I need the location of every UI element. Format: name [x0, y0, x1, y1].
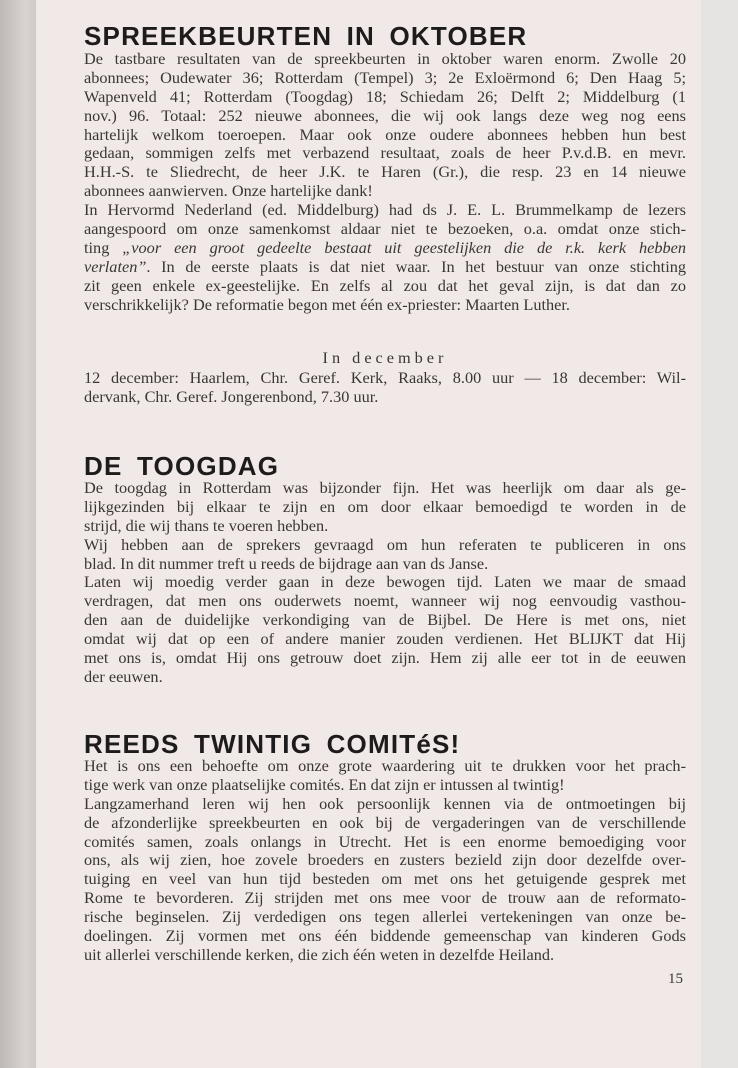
text-line: gedaan, sommigen zelfs met verbazend resultaat, zoals de heer P.v.d.B. en mevr.: [84, 144, 686, 163]
text-line: In Hervormd Nederland (ed. Middelburg) had ds J. E. L. Brummelkamp de lezers: [84, 201, 686, 220]
text-line: rische beginselen. Zij verdedigen ons tegen allerlei vertekeningen van onze be-: [84, 908, 686, 927]
text-line: tuiging en veel van hun tijd besteden om met ons het getuigende gesprek met: [84, 870, 686, 889]
text-line: nov.) 96. Totaal: 252 nieuwe abonnees, die wij ook langs deze weg nog eens: [84, 106, 686, 125]
december-schedule: [84, 369, 686, 407]
text-line: comités samen, zoals onlangs in Utrecht. Het is een enorme bemoediging voor: [84, 832, 686, 851]
section-toogdag-body: [84, 479, 686, 687]
section-spreekbeurten-body: [84, 50, 686, 314]
text-line: Rome te bevorderen. Zij strijden met ons mee voor de trouw aan de reformato-: [84, 889, 686, 908]
text-line: den aan de duidelijke verkondiging van de Bijbel. De Here is met ons, niet: [84, 611, 686, 630]
page-number: 15: [668, 971, 683, 987]
text-line: hartelijk welkom toeroepen. Maar ook onze oudere abonnees hebben hun best: [84, 125, 686, 144]
italic-quote: verlaten”: [84, 257, 147, 276]
text-line: ons, als wij zien, hoe zovele broeders en zusters bezield zijn door dezelfde over-: [84, 851, 686, 870]
section-comites-body: [84, 757, 686, 965]
text-line: De toogdag in Rotterdam was bijzonder fijn. Het was heerlijk om daar als ge-: [84, 479, 686, 497]
text-line: Langzamerhand leren wij hen ook persoonlijk kennen via de ontmoetingen bij: [84, 794, 686, 813]
text-line: Wapenveld 41; Rotterdam (Toogdag) 18; Schiedam 26; Delft 2; Middelburg (1: [84, 87, 686, 106]
text-line: de afzonderlijke spreekbeurten en ook bij de vergaderingen van de verschillende: [84, 813, 686, 832]
text-span: . In de eerste plaats is dat niet waar. In het bestuur van onze stichting: [146, 257, 686, 276]
text-line: 12 december: Haarlem, Chr. Geref. Kerk, Raaks, 8.00 uur — 18 december: Wil-: [84, 369, 686, 387]
text-span: ting: [84, 238, 123, 257]
text-line: omdat wij dat op een of andere manier zouden verdienen. Het BLIJKT dat Hij: [84, 630, 686, 649]
text-line: zit geen enkele ex-geestelijke. En zelfs al zou dat het geval zijn, is dat dan zo: [84, 276, 686, 295]
subheading-in-december: In december: [322, 348, 448, 367]
scan-left-edge: [0, 0, 36, 1068]
text-line: [84, 258, 686, 277]
text-line: Laten wij moedig verder gaan in deze bewogen tijd. Laten we maar de smaad: [84, 573, 686, 592]
text-line: Wij hebben aan de sprekers gevraagd om hun referaten te publiceren in ons: [84, 535, 686, 554]
text-line: abonnees; Oudewater 36; Rotterdam (Tempel) 3; 2e Exloërmond 6; Den Haag 5;: [84, 68, 686, 87]
text-line: met ons is, omdat Hij ons getrouw doet zijn. Hem zij alle eer tot in de eeuwen: [84, 649, 686, 668]
text-line: abonnees aanwierven. Onze hartelijke dank!: [84, 182, 373, 201]
text-line: tige werk van onze plaatselijke comités. En dat zijn er intussen al twintig!: [84, 775, 565, 794]
heading-toogdag: DE TOOGDAG: [84, 451, 280, 481]
scan-right-edge: [701, 0, 738, 1068]
heading-spreekbeurten: SPREEKBEURTEN IN OKTOBER: [84, 21, 528, 51]
text-line: verdragen, dat men ons ouderwets noemt, wanneer wij nog eenvoudig vasthou-: [84, 592, 686, 611]
text-line: strijd, die wij thans te voeren hebben.: [84, 516, 329, 535]
text-line: doelingen. Zij vormen met ons één biddende gemeenschap van kinderen Gods: [84, 927, 686, 946]
text-line: der eeuwen.: [84, 667, 163, 686]
text-line: aangespoord om onze samenkomst aldaar niet te bezoeken, o.a. omdat onze stich-: [84, 220, 686, 239]
text-line: verschrikkelijk? De reformatie begon met één ex-priester: Maarten Luther.: [84, 295, 570, 314]
italic-quote: „voor een groot gedeelte bestaat uit geestelijken die de r.k. kerk hebben: [122, 238, 686, 257]
text-line: Het is ons een behoefte om onze grote waardering uit te drukken voor het prach-: [84, 757, 686, 775]
text-line: blad. In dit nummer treft u reeds de bijdrage aan van ds Janse.: [84, 554, 489, 573]
heading-comites: REEDS TWINTIG COMITéS!: [84, 729, 461, 759]
text-line: dervank, Chr. Geref. Jongerenbond, 7.30 uur.: [84, 387, 379, 406]
text-line: H.H.-S. te Sliedrecht, de heer J.K. te Haren (Gr.), die resp. 23 en 14 nieuwe: [84, 163, 686, 182]
text-line: [84, 239, 686, 258]
text-line: lijkgezinden bij elkaar te zijn en om door elkaar bemoedigd te worden in de: [84, 497, 686, 516]
text-line: De tastbare resultaten van de spreekbeurten in oktober waren enorm. Zwolle 20: [84, 50, 686, 68]
text-line: uit allerlei verschillende kerken, die zich één weten in dezelfde Heiland.: [84, 945, 555, 964]
